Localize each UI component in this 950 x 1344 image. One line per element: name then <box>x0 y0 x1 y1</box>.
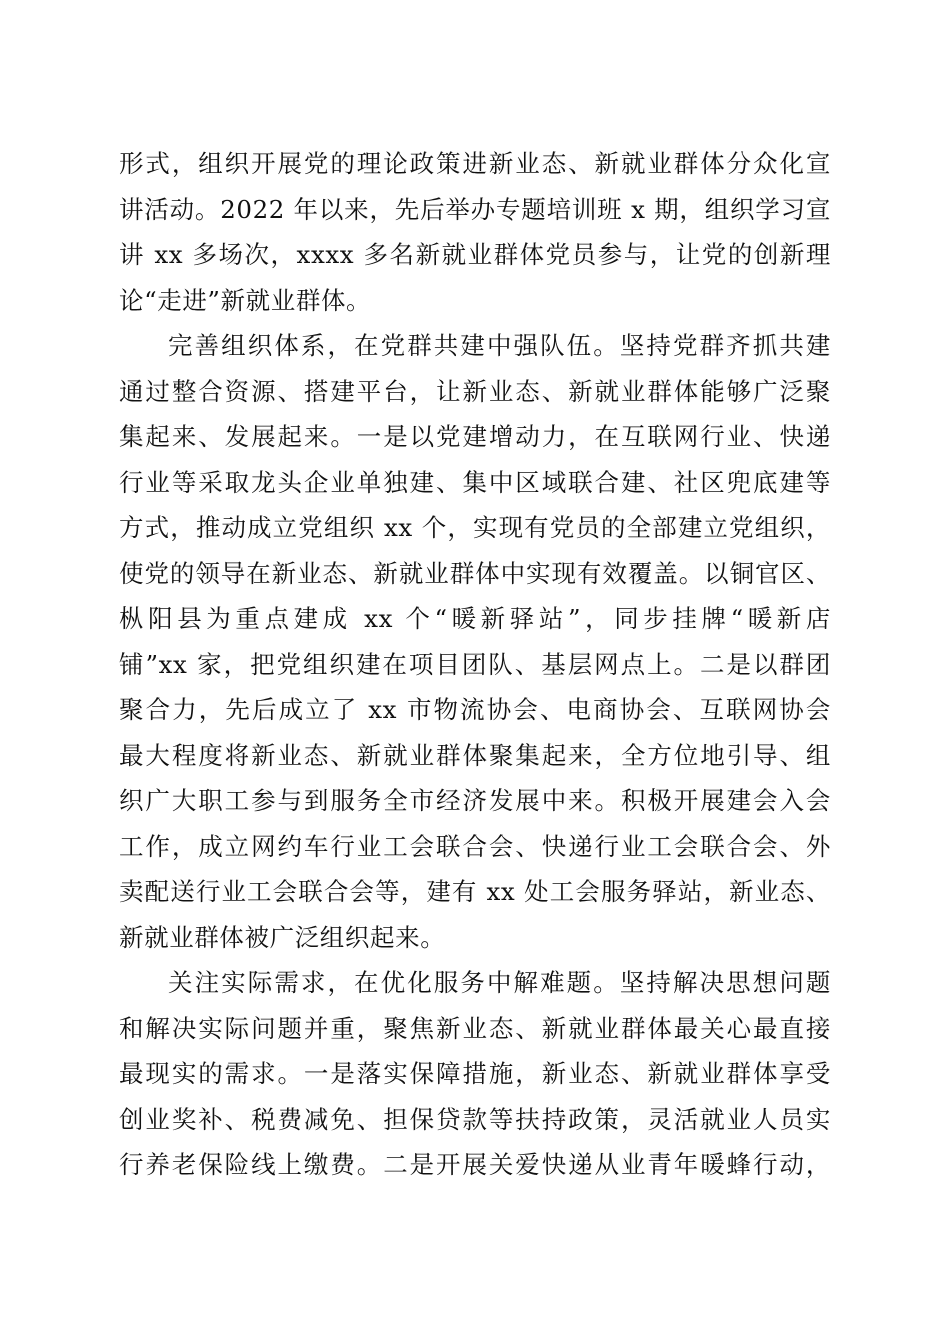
text-line: 行养老保险线上缴费。二是开展关爱快递从业青年暖蜂行动， <box>119 1150 831 1179</box>
text-line: 工作，成立网约车行业工会联合会、快递行业工会联合会、外 <box>119 831 831 861</box>
text-line: 形式，组织开展党的理论政策进新业态、新就业群体分众化宣 <box>119 149 831 178</box>
paragraph <box>119 960 831 1188</box>
text-line: 织广大职工参与到服务全市经济发展中来。积极开展建会入会 <box>119 786 831 815</box>
text-line: 最现实的需求。一是落实保障措施，新业态、新就业群体享受 <box>119 1059 831 1088</box>
text-line: 行业等采取龙头企业单独建、集中区域联合建、社区兜底建等 <box>119 467 831 497</box>
document-body <box>119 141 831 1188</box>
text-line: 新就业群体被广泛组织起来。 <box>119 922 446 952</box>
text-line: 方式，推动成立党组织 xx 个，实现有党员的全部建立党组织， <box>119 513 831 542</box>
text-line: 通过整合资源、搭建平台，让新业态、新就业群体能够广泛聚 <box>119 376 831 406</box>
paragraph <box>119 141 831 323</box>
text-line: 关注实际需求，在优化服务中解难题。坚持解决思想问题 <box>168 968 831 997</box>
text-line: 论“走进”新就业群体。 <box>119 285 372 315</box>
paragraph <box>119 323 831 960</box>
text-line: 讲 xx 多场次，xxxx 多名新就业群体党员参与，让党的创新理 <box>119 240 831 269</box>
text-line: 聚合力，先后成立了 xx 市物流协会、电商协会、互联网协会 <box>119 695 831 724</box>
text-line: 使党的领导在新业态、新就业群体中实现有效覆盖。以铜官区、 <box>119 558 831 588</box>
text-line: 铺”xx 家，把党组织建在项目团队、基层网点上。二是以群团 <box>119 649 831 679</box>
text-line: 枞阳县为重点建成 xx 个“暖新驿站”，同步挂牌“暖新店 <box>119 604 831 633</box>
text-line: 创业奖补、税费减免、担保贷款等扶持政策，灵活就业人员实 <box>119 1104 831 1134</box>
text-line: 完善组织体系，在党群共建中强队伍。坚持党群齐抓共建 <box>168 331 831 360</box>
text-line: 讲活动。2022 年以来，先后举办专题培训班 x 期，组织学习宣 <box>119 194 831 224</box>
text-line: 最大程度将新业态、新就业群体聚集起来，全方位地引导、组 <box>119 740 831 770</box>
text-line: 和解决实际问题并重，聚焦新业态、新就业群体最关心最直接 <box>119 1013 831 1043</box>
text-line: 卖配送行业工会联合会等，建有 xx 处工会服务驿站，新业态、 <box>119 877 831 906</box>
text-line: 集起来、发展起来。一是以党建增动力，在互联网行业、快递 <box>119 422 831 451</box>
